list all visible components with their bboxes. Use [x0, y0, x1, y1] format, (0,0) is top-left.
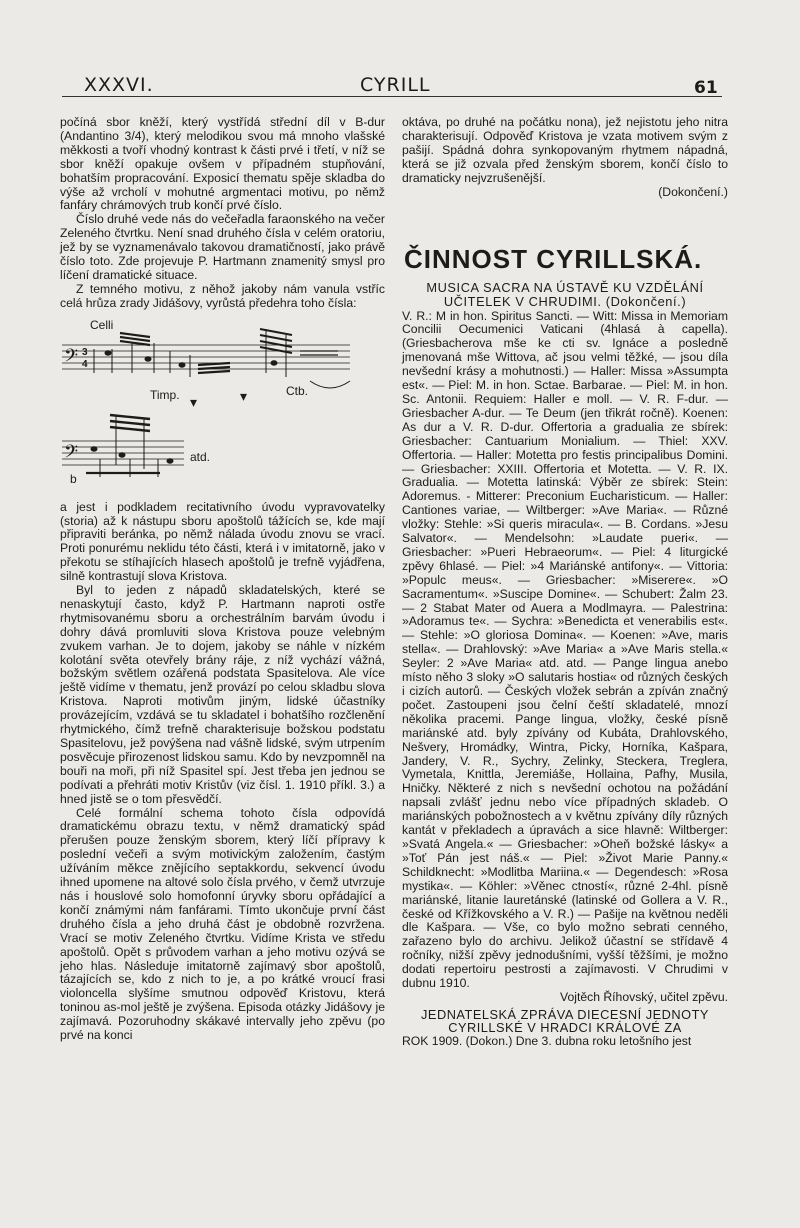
staff-1 — [62, 329, 350, 388]
paragraph: Číslo druhé vede nás do večeřadla faraonského na večer Zeleného čtvrtku. Není snad druhého čísla v celém oratoriu, jež by se vyznamenávalo takovou dramatičností, jako právě číslo toto. Zde projevuje P. Hartmann znamenitý smysl pro líčení dramatické situace. — [60, 212, 385, 282]
svg-text:▾: ▾ — [190, 393, 198, 410]
paragraph: ROK 1909. (Dokon.) Dne 3. dubna roku letošního jest — [402, 1034, 692, 1049]
paragraph-text: oktáva, po druhé na počátku nona), jež nejistotu jeho nitra charakterisují. Odpověď Kristova je vzata motivem svým z pašijí. Spádná dohra synkopovaným rhytmem nápadná, která se již ozvala před ženským sborem, končí číslo to dramaticky nejvzrušenější. — [402, 115, 728, 185]
paragraph: Z temného motivu, z něhož jakoby nám vanula vstříc celá hrůza zrady Jidášovy, vyrůstá předehra toho čísla: — [60, 281, 385, 310]
header-rule — [62, 96, 722, 97]
paragraph: počíná sbor kněží, který vystřídá střední díl v B-dur (Andantino 3/4), který melodikou svou má mnoho vlašské měkkosti a tvoří vhodný kontrast k části prvé i třetí, v níž se sbor kněží opakuje ovšem v případném stupňování, bohatším propracování. Exposicí thematu spěje skladba do výše až vrcholí v mohutné argmentaci motivu, po němž fanfáry chrámových trub končí prvé číslo. — [60, 115, 385, 213]
paragraph — [402, 116, 728, 199]
paragraph: V. R.: M in hon. Spiritus Sancti. — Witt: Missa in Memoriam Concilii Oecumenici Vaticani (4hlasá à capella). (Griesbacherova mše ke cti sv. Ignáce a posledně jmenovaná mše Wittova, ač jsou velmi těžké, — jsou díla nevšední krásy a mohutnosti.) — Haller: Missa »Assumpta est«. — Piel: M. in hon. Sctae. Barbarae. — Piel: M. in hon. Sc. Antonii. Requiem: Haller e moll. — V. R. F-dur. — Griesbacher A-dur. — Te Deum (jen třikrát ročně). Koenen: As dur a V. R. D-dur. Offertoria a gradualia ze sbírek: Griesbacher: Cantuarium Monialium. — Thiel: XXV. Offertoria. — Haller: Motetta pro festis principalibus Domini. — Griesbacher: XXIII. Offertoria et Motetta. — V. R. IX. Gradualia. — Motetta latinská: Výběr ze sbírek: Stein: Adoremus. - Mitterer: Preconium Eucharisticum. — Haller: Cantiones variae, — Wiltberger: »Ave Maria«. — Různé vložky: Stehle: »Si queris miracula«. — B. Cordans. »Jesu Salvator«. — Mendelsohn: »Laudate pueri«. — Griesbacher: »Pueri Hebraeorum«. — Piel: 4 liturgické zpěvy 6hlasé. — Piel: »4 Mariánské antifony«. — Vittoria: »Populc meus«. — Griesbacher: »Miserere«. »O Sacramentum«. »Suscipe Domine«. — Schubert: Žalm 23. — 2 Stabat Mater od Auera a Modlmayra. — Palestrina: »Adoramus te«. — Sychra: »Benedicta et venerabilis est«. — Stehle: »O gloriosa Domina«. — Koenen: »Ave, maris stella«. — Drahlovský: »Ave Maria« a »Ave Maris stella.« Seyler: 2 »Ave Maria« atd. atd. — Pange lingua anebo místo něho 3 sloky »O salutaris hostia« od různých českých i cizích autorů. — Českých vložek sebrán a zpíván značný počet. Zastoupeni jsou čelní čeští skladatelé, mnozí několika pracemi. Pange lingua, vložky, české písně mariánské atd. byly zpívány od Kubáta, Drahlovského, Nešvery, Hromádky, Wintra, Picky, Horníka, Kašpara, Jandery, V. R., Sychry, Zelinky, Steckera, Treglera, Vymetala, Knittla, Jeremiáše, Hollaina, Pafhy, Musila, Hničky. Některé z nich s nevšední ochotou na požádání napsali zvlášť jednu nebo více případných skladeb. O mariánských pobožnostech a v květnu zpívány díly různých kantát v překladech a úpravách a sice hlavně: Wiltberger: »Svatá Angela.« — Griesbacher: »Oheň božské lásky« a »Toť Pán jest náš.« — Piel: »Život Marie Panny.« Schildknecht: »Modlitba Mariina.« — Degendesch: »Rosa mystika«. — Köhler: »Věnec ctností«, různé 2-4hl. písně mariánské, litanie lauretánské (latinské od Gollera a V. R., české od Křížkovského a V. R.) — Pašije na květnou neděli dle Kašpara. — Vše, co bylo možno sebrati cenného, zařazeno bylo do archivu. Jelikož účastní se střídavě 4 ročníky, nižší zpěvy jednodušními, vyšší těžšími, je možno dodati repertoiru pestrosti a zajímavosti. V Chrudimi v dubnu 1910. — [402, 308, 728, 991]
staff-2 — [62, 415, 184, 486]
continuation-note: (Dokončení.) — [658, 184, 728, 199]
article-subheading: MUSICA SACRA NA ÚSTAVĚ KU VZDĚLÁNÍ UČITELEK V CHRUDIMI. (Dokončení.) — [426, 280, 704, 309]
volume-number: XXXVI. — [84, 74, 154, 96]
music-example — [60, 315, 360, 493]
page-number: 61 — [694, 78, 718, 98]
page-header — [0, 74, 800, 104]
svg-text:3: 3 — [82, 346, 88, 358]
section-title: ČINNOST CYRILLSKÁ. — [404, 244, 703, 275]
score-label-atd: atd. — [190, 449, 211, 464]
signature: Vojtěch Říhovský, učitel zpěvu. — [560, 989, 728, 1004]
svg-text:b: b — [70, 471, 77, 486]
score-label-timp: Timp. — [150, 387, 180, 402]
svg-text:𝄢: 𝄢 — [64, 345, 79, 371]
right-column — [402, 116, 728, 1049]
report-title: JEDNATELSKÁ ZPRÁVA DIECESNÍ JEDNOTY CYRILLSKÉ V HRADCI KRÁLOVÉ ZA — [421, 1006, 709, 1036]
paragraph: Celé formální schema tohoto čísla odpovídá dramatickému obrazu textu, v němž dramatický spád přerušen pouze ženským sborem, který líčí přípravy k poslední večeři a svým motivickým založením, častým užíváním měkce znějícího septakkordu, sekvencí úvodu ihned upomene na altové solo čísla prvého, v čemž utvrzuje nás i houslové solo homofonní úryvky sboru opřádající a končí známými nám fanfárami. Tímto ukončuje první část druhého čísla a jeho druhá část je obdobně rozvržena. Vrací se motiv Zeleného čtvrtku. Vidíme Krista ve středu apoštolů. Opět s průvodem varhan a jeho motivu ozývá se jeho hlas. Následuje imitatorně zajímavý sbor apoštolů, tázajících se, kdo z nich to je, a po krátké vroucí frasi violoncella slyšíme smutnou odpověď Kristovu, která toninou as-mol ještě je zvýšena. Episoda otázky Jidášovy je zajímavá. Pozoruhodny skákavé intervally jeho zpěvu (po prvé na konci — [60, 805, 385, 1043]
score-label-ctb: Ctb. — [286, 383, 309, 398]
paragraph: a jest i podkladem recitativního úvodu vypravovatelky (storia) až k nástupu sboru apoštolů tážících se, kde mají připraviti beránka, po němž nálada úvodu znovu se vrací. Proti ponurému neklidu této části, která i v imitatorně, jako v překotu se stíhajících hlasech apoštolů je trefně vyjádřena, silně kontrastují slova Kristova. — [60, 499, 385, 584]
left-column — [60, 116, 385, 1043]
svg-text:4: 4 — [82, 358, 88, 370]
paragraph: Byl to jeden z nápadů skladatelských, které se nenaskytují často, když P. Hartmann naproti ostře rhytmisovanému sboru a orchestrálním barvám úvodu i dohry dává promluviti slova Kristova pouze velebným zvukem varhan. Je to dojem, jakoby se náhle v nízkém kolotání světa otevřely brány ráje, z níž vychází vážná, božským světlem ozářená podstata Spasitelova. Ale více ještě vidíme v thematu, jenž provází po celou skladbu slova Kristova. Naproti motivům jiným, lidské účastníky provázejícím, vzdává se tu skladatel i bohatšího rozčlenění rhytmického, čímž trefně charakterisuje božskou podstatu Spasitelovu, jež povýšena nad vášně lidské, svým utrpením posvěcuje přirozenost lidskou samu. Kdo by nevzpomněl na bouři na moři, při níž Spasitel spí. Jest třeba jen jednou se podívati a přehráti motiv Kristův (viz čísl. 1. 1910 příkl. 3.) a hned jistě se o tom přesvědčí. — [60, 583, 385, 806]
score-label-celli: Celli — [90, 317, 114, 332]
svg-text:𝄢: 𝄢 — [64, 441, 79, 467]
svg-text:▾: ▾ — [240, 387, 248, 404]
journal-title: CYRILL — [360, 74, 431, 96]
